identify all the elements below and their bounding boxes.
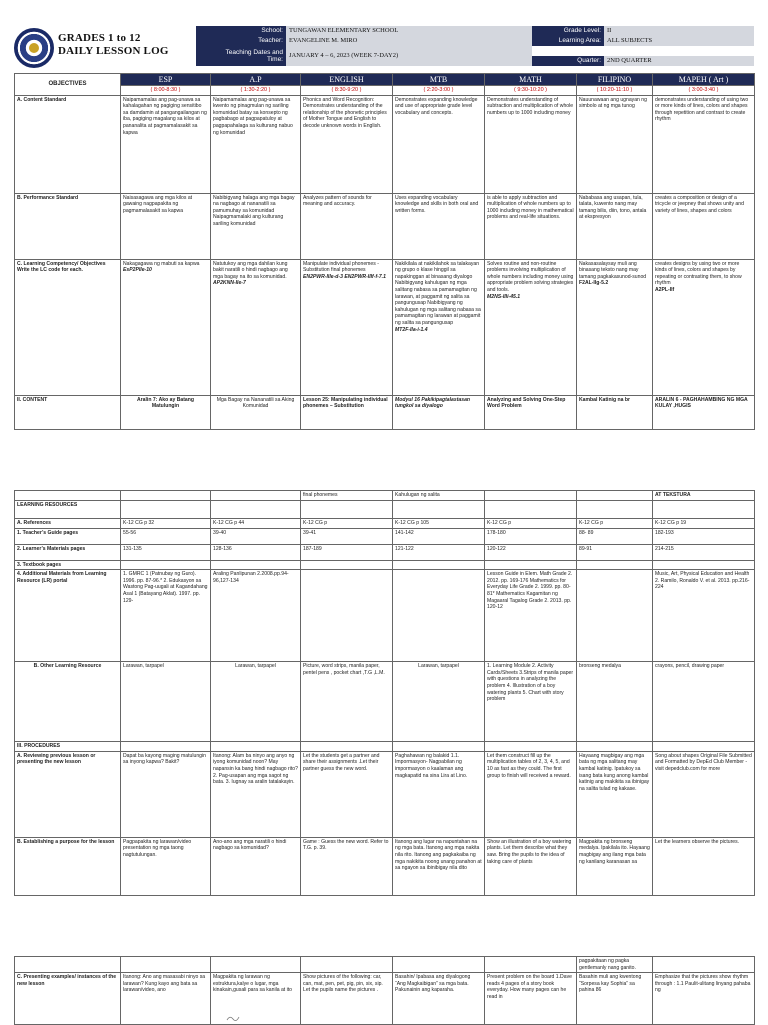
time-slot: ( 1:30-2:20 ): [211, 86, 301, 96]
references-cell: K-12 CG p 105: [393, 519, 485, 529]
presenting-cell: Present problem on the board 1.Dave reads 4 pages of a story book everyday. How many pages can he read in: [485, 973, 577, 1025]
grade-value: II: [604, 26, 754, 36]
dll-table-page1: [14, 73, 755, 430]
quarter-label: Quarter:: [532, 56, 604, 66]
additional-materials-cell: Araling Panlipunan 2.2008.pp.94-96,127-134: [211, 570, 301, 662]
dll-title-line1: GRADES 1 to 12: [58, 32, 141, 44]
teachers-guide-label: 1. Teacher’s Guide pages: [15, 528, 121, 544]
dates-label: [196, 46, 286, 66]
other-resources-cell: Larawan, tarpapel: [393, 662, 485, 742]
establishing-cell: Itanong ang lugar na napuntahan na ng mga bata. Itanong ang mga nakita nila rito. Itanong ang pagkakaiba ng mga nakikita noong unang panahon at sa ngayon sa ibinibigay nila dito: [393, 837, 485, 895]
reviewing-cell: Dapat ba kayong maging matulungin sa inyong kapwa? Bakit?: [121, 751, 211, 837]
deped-seal-icon: [14, 28, 54, 68]
content-standard-cell: Naipamamalas ang pag-unawa sa kwento ng pinagmulan ng sariling komunidad batay sa konsepto ng pagbabago at pagpapatuloy at pagpapahalaga sa kulturang nabuo ng komunidad: [211, 95, 301, 193]
quarter-value: 2ND QUARTER: [604, 56, 754, 66]
learners-materials-cell: 214-215: [653, 544, 755, 560]
subject-header: A.P: [211, 74, 301, 86]
performance-standard-label: B. Performance Standard: [15, 193, 121, 259]
textbook-cell: [211, 560, 301, 570]
performance-standard-cell: Nababasa ang usapan, tula, talata, kuwento nang may tamang bilis, diin, tono, antala at ekspresyon: [577, 193, 653, 259]
doodle-icon: [226, 1014, 240, 1022]
presenting-cell: Magpakita ng larawan ng estruktura,kalye o lugar, mga kinakain,gusali para sa kanila at ito: [211, 973, 301, 1025]
textbook-cell: [577, 560, 653, 570]
textbook-cell: [121, 560, 211, 570]
additional-materials-cell: Music, Art, Physical Education and Health 2. Ramilo, Ronaldo V. et al. 2013. pp.216-224: [653, 570, 755, 662]
additional-materials-cell: [393, 570, 485, 662]
textbook-cell: [301, 560, 393, 570]
learners-materials-cell: 121-122: [393, 544, 485, 560]
reviewing-cell: Itanong: Alam ba ninyo ang anyo ng iyong komunidad noon? May napansin ka bang hindi nagbago rito? 2. Pag-usapan ang mga sagot ng bata. 3. Iugnay sa aralin tatalakayin.: [211, 751, 301, 837]
learners-materials-cell: 128-136: [211, 544, 301, 560]
dll-table-page3: [14, 956, 755, 1025]
area-label: Learning Area:: [532, 36, 604, 46]
establishing-cell: Magpakita ng bronseng medalya. Ipakilala ito. Hayaang magbigay ang ilang mga bata ng kanilang karanasan sa: [577, 837, 653, 895]
content-label: II. CONTENT: [15, 395, 121, 429]
info-blank: [532, 46, 754, 56]
competency-cell: [653, 259, 755, 395]
dates-label-line1: Teaching Dates and: [225, 49, 283, 56]
additional-materials-cell: [301, 570, 393, 662]
establishing-cell: Let the learners observe the pictures.: [653, 837, 755, 895]
performance-standard-cell: is able to apply subtraction and multiplication of whole numbers up to 1000 including money in mathematical problems and real-life situations.: [485, 193, 577, 259]
dates-label-line2: Time:: [266, 56, 283, 63]
continued-cell: [211, 491, 301, 501]
content-standard-cell: demonstrates understanding of using two or more kinds of lines, colors and shapes through repetition and contrast to create rhythm: [653, 95, 755, 193]
additional-materials-cell: [577, 570, 653, 662]
competency-code: EsP2PIIe-10: [123, 267, 152, 274]
competency-code: MT2F-IIa-i-1.4: [395, 326, 428, 333]
teachers-guide-cell: 88- 89: [577, 528, 653, 544]
teachers-guide-cell: 178-180: [485, 528, 577, 544]
references-cell: K-12 CG p: [577, 519, 653, 529]
learners-materials-cell: 89-91: [577, 544, 653, 560]
other-resources-cell: crayons, pencil, drawing paper: [653, 662, 755, 742]
competency-text: Nakasasalaysay muli ang binasang teksto nang may tamang pagkakasunod-sunod: [579, 260, 647, 280]
textbook-cell: [393, 560, 485, 570]
learners-materials-cell: 187-189: [301, 544, 393, 560]
content-standard-cell: Nauunawaan ang ugnayan ng simbolo at ng mga tunog: [577, 95, 653, 193]
presenting-cell: Emphasize that the pictures show rhythm through : 1.1 Paulit-ulitang linyang pahaba ng: [653, 973, 755, 1025]
continued-cell: final phonemes: [301, 491, 393, 501]
content-cell: Kambal Katinig na br: [577, 395, 653, 429]
competency-text: Natutukoy ang mga dahilan kung bakit naratili o hindi nagbago ang mga bagay na ito sa komunidad.: [213, 260, 288, 280]
reviewing-cell: Hayaang magbigay ang mga bata ng mga salitang may kambal katinig. Ipatukoy sa isang bata kung anong kambal katinig ang makikita sa ibinigay na salita tulad ng kakase.: [577, 751, 653, 837]
continued-label: [15, 491, 121, 501]
subject-header: ENGLISH: [301, 74, 393, 86]
subject-header: MATH: [485, 74, 577, 86]
competency-text: Nakagagawa ng mabuti sa kapwa: [123, 260, 200, 267]
content-standard-cell: Demonstrates expanding knowledge and use of appropriate grade level vocabulary and concepts.: [393, 95, 485, 193]
references-cell: K-12 CG p: [301, 519, 393, 529]
competency-label-line2: Write the LC code for each.: [17, 267, 83, 274]
textbook-label: 3. Textbook pages: [15, 560, 121, 570]
procedures-label: III. PROCEDURES: [15, 742, 121, 752]
textbook-cell: [485, 560, 577, 570]
area-value: ALL SUBJECTS: [604, 36, 754, 46]
competency-text: Manipulate individual phonemes -Substitution final phonemes: [303, 260, 379, 274]
subject-header: FILIPINO: [577, 74, 653, 86]
additional-materials-cell: 1. GMRC 1 (Patnubay ng Guro). 1996. pp. 87-96.* 2. Edukasyon sa Wastong Pag-uugali at Kagandahang Asal 1 (Batayang Aklat). 1997. pp. 129-: [121, 570, 211, 662]
competency-cell: [211, 259, 301, 395]
learners-materials-cell: 131-135: [121, 544, 211, 560]
time-slot: ( 3:00-3:40 ): [653, 86, 755, 96]
continued-cell: Kahulugan ng salita: [393, 491, 485, 501]
competency-text: Nakikilala at nakikilahok sa talakayan ng grupo o klase hinggil sa napakinggan at binasang diyalogo Nabibigyang kahulugan ng mga salitang nabasa sa pamamagitan ng larawan, at paggamit ng salita sa pangungusap Nabibigyang ng kahulugan ng mga salitang nabasa sa pamamagitan ng larawan at paggamit ng salita sa pangungusap: [395, 260, 481, 326]
competency-text: Solves routine and non-routine problems involving multiplication of whole numbers including money using appropriate problem solving strategies and tools.: [487, 260, 574, 293]
reviewing-cell: Song about shapes Original File Submitted and Formatted by DepEd Club Member - visit depedclub.com for more: [653, 751, 755, 837]
other-resources-cell: Larawan, tarpapel: [211, 662, 301, 742]
competency-code: A2PL-IIf: [655, 286, 675, 293]
other-resources-cell: 1. Learning Module 2. Activity Cards/Sheets 3.Strips of manila paper with questions in analyzing the problem 4. Illustration of a boy watering plants 5. Chart with story problem: [485, 662, 577, 742]
additional-materials-cell: Lesson Guide in Elem. Math Grade 2. 2012. pp. 169-176 Mathematics for Everyday Life Grade 2. 1999. pp. 80-81* Mathematics Kagamitan ng Magaaral Tagalog Grade 2. 2013. pp. 120-12: [485, 570, 577, 662]
content-standard-cell: Phonics and Word Recognition: Demonstrates understanding of the relationship of the phonetic principles of Mother Tongue and English to decode unknown words in English.: [301, 95, 393, 193]
dll-header: [14, 26, 754, 68]
time-slot: ( 2:20-3:00 ): [393, 86, 485, 96]
time-slot: ( 8:30-9:20 ): [301, 86, 393, 96]
learners-materials-label: 2. Learner’s Materials pages: [15, 544, 121, 560]
competency-code: AP2KNN-IIe-7: [213, 280, 246, 287]
content-cell: Lesson 25: Manipulating individual phonemes – Substitution: [301, 395, 393, 429]
content-cell: Analyzing and Solving One-Step Word Problem: [485, 395, 577, 429]
competency-cell: [393, 259, 485, 395]
competency-code: F2AL-IIg-5.2: [579, 280, 609, 287]
content-standard-cell: Demonstrates understanding of subtraction and multiplication of whole numbers up to 1000 including money: [485, 95, 577, 193]
time-slot: ( 9:30-10:20 ): [485, 86, 577, 96]
dll-title: [58, 32, 169, 58]
grade-label: Grade Level:: [532, 26, 604, 36]
teachers-guide-cell: 55-56: [121, 528, 211, 544]
competency-cell: [301, 259, 393, 395]
content-cell: [393, 395, 485, 429]
content-cell: Mga Bagay na Nananatili sa Aking Komunidad: [211, 395, 301, 429]
teachers-guide-cell: 141-142: [393, 528, 485, 544]
learning-resources-label: LEARNING RESOURCES: [15, 501, 121, 519]
content-standard-label: A. Content Standard: [15, 95, 121, 193]
teachers-guide-cell: 39-40: [211, 528, 301, 544]
references-cell: K-12 CG p 19: [653, 519, 755, 529]
continued-cell: [121, 491, 211, 501]
objectives-header: OBJECTIVES: [15, 74, 121, 96]
continued-cell: [485, 491, 577, 501]
competency-code: M2NS-IIIi-45.1: [487, 293, 521, 300]
references-cell: K-12 CG p 32: [121, 519, 211, 529]
establishing-cell: Pagpapakita ng larawan/video presentation ng mga taong nagtutulungan.: [121, 837, 211, 895]
establishing-cell: Show an illustration of a boy watering plants. Let them describe what they saw. Bring the pupils to the idea of taking care of plants: [485, 837, 577, 895]
school-label: School:: [196, 26, 286, 36]
subject-header: ESP: [121, 74, 211, 86]
dll-table-page2: [14, 490, 755, 896]
presenting-cell: Basahin muli ang kwentong “Sorpesa kay Sophia” sa pahina 86: [577, 973, 653, 1025]
textbook-cell: [653, 560, 755, 570]
other-resources-cell: Larawan, tarpapel: [121, 662, 211, 742]
other-resources-cell: bronseng medalya: [577, 662, 653, 742]
dll-title-line2: DAILY LESSON LOG: [58, 45, 169, 57]
teachers-guide-cell: 182-193: [653, 528, 755, 544]
content-text: Modyul 16 Pakikipagtalastasan tungkol sa diyalogo: [395, 396, 471, 410]
additional-materials-label: 4. Additional Materials from Learning Resource (LR) portal: [15, 570, 121, 662]
dates-value: JANUARY 4 – 6, 2023 (WEEK 7-DAY2): [286, 46, 532, 66]
other-resources-cell: Picture, word strips, manila paper, pentel pens , pocket chart ,T.G ,L.M.: [301, 662, 393, 742]
competency-label: [15, 259, 121, 395]
competency-label-line1: C. Learning Competency/ Objectives: [17, 260, 106, 267]
performance-standard-cell: Nabibigyang halaga ang mga bagay na nagbago at nananatili sa pamumuhay sa komunidad Naipagmamalaki ang kulturang sariling komunidad: [211, 193, 301, 259]
teacher-label: Teacher:: [196, 36, 286, 46]
content-cell: Aralin 7: Ako ay Batang Matulungin: [121, 395, 211, 429]
subject-header: MTB: [393, 74, 485, 86]
competency-cell: [121, 259, 211, 395]
time-slot: ( 8:00-8:30 ): [121, 86, 211, 96]
presenting-cell: Itanong: Ano ang masasabi ninyo sa larawan? Kung kayo ang bata sa larawan/video, ano: [121, 973, 211, 1025]
establishing-cell: Ano-ano ang mga naratili o hindi nagbago sa komunidad?: [211, 837, 301, 895]
presenting-cell: Basahin/ Ipabasa ang diyalogong “Ang Magkaibigan” sa mga bata. Pakunainin ang kaparaha.: [393, 973, 485, 1025]
competency-cell: [485, 259, 577, 395]
reviewing-label: A. Reviewing previous lesson or presenting the new lesson: [15, 751, 121, 837]
performance-standard-cell: Analyzes pattern of sounds for meaning and accuracy.: [301, 193, 393, 259]
reviewing-cell: Let the students get a partner and share their assignments .Let their partner guess the new word.: [301, 751, 393, 837]
performance-standard-cell: Naisasagawa ang mga kilos at gawaing nagpapakita ng pagmamalasakit sa kapwa: [121, 193, 211, 259]
competency-cell: [577, 259, 653, 395]
top-note-cell: pagpakitaan ng pagka gentlemanly nang ganito.: [577, 957, 653, 973]
presenting-cell: Show pictures of the following: car, can, mat, pen, pet, pig, pin, six, sip. Let the pupils name the pictures .: [301, 973, 393, 1025]
competency-text: creates designs by using two or more kinds of lines, colors and shapes by repeating or contrasting them, to show rhythm: [655, 260, 742, 287]
subject-header: MAPEH ( Art ): [653, 74, 755, 86]
reviewing-cell: Let them construct fill up the multiplication tables of 2, 3, 4, 5, and 10 as fast as they could. The first group to finish will received a reward.: [485, 751, 577, 837]
time-slot: ( 10:20-11:10 ): [577, 86, 653, 96]
competency-code: EN2PWR-IIIe-d-3 EN2PWR-IIIf-f-7.1: [303, 273, 386, 280]
references-cell: K-12 CG p 44: [211, 519, 301, 529]
reviewing-cell: Paghahawan ng balakid 1.1. Impormasyon- Nagpabilan ng impormasyon o kaalaman ang magkapatid na sina Lira at Lino.: [393, 751, 485, 837]
presenting-label: C. Presenting examples/ instances of the new lesson: [15, 973, 121, 1025]
content-cell: ARALIN 6 - PAGHAHAMBING NG MGA KULAY ,HUGIS: [653, 395, 755, 429]
references-cell: K-12 CG p: [485, 519, 577, 529]
performance-standard-cell: creates a composition or design of a tricycle or jeepney that shows unity and variety of lines, shapes and colors: [653, 193, 755, 259]
teachers-guide-cell: 39-41: [301, 528, 393, 544]
school-value: TUNGAWAN ELEMENTARY SCHOOL: [286, 26, 532, 36]
continued-cell: [577, 491, 653, 501]
teacher-value: EVANGELINE M. MIRO: [286, 36, 532, 46]
school-info-table: [196, 26, 754, 66]
other-resources-label: B. Other Learning Resource: [15, 662, 121, 742]
establishing-cell: Game : Guess the new word. Refer to T.G. p. 39.: [301, 837, 393, 895]
continued-cell: AT TEKSTURA: [653, 491, 755, 501]
performance-standard-cell: Uses expanding vocabulary knowledge and skills in both oral and written forms.: [393, 193, 485, 259]
establishing-label: B. Establishing a purpose for the lesson: [15, 837, 121, 895]
learners-materials-cell: 120-122: [485, 544, 577, 560]
references-label: A. References: [15, 519, 121, 529]
content-standard-cell: Naipamamalas ang pag-unawa sa kahalagahan ng pagiging sensitibo sa damdamin at pangangailangan ng iba, pagiging magalang sa kilos at pananalita at pagmamalasakit sa kapwa: [121, 95, 211, 193]
